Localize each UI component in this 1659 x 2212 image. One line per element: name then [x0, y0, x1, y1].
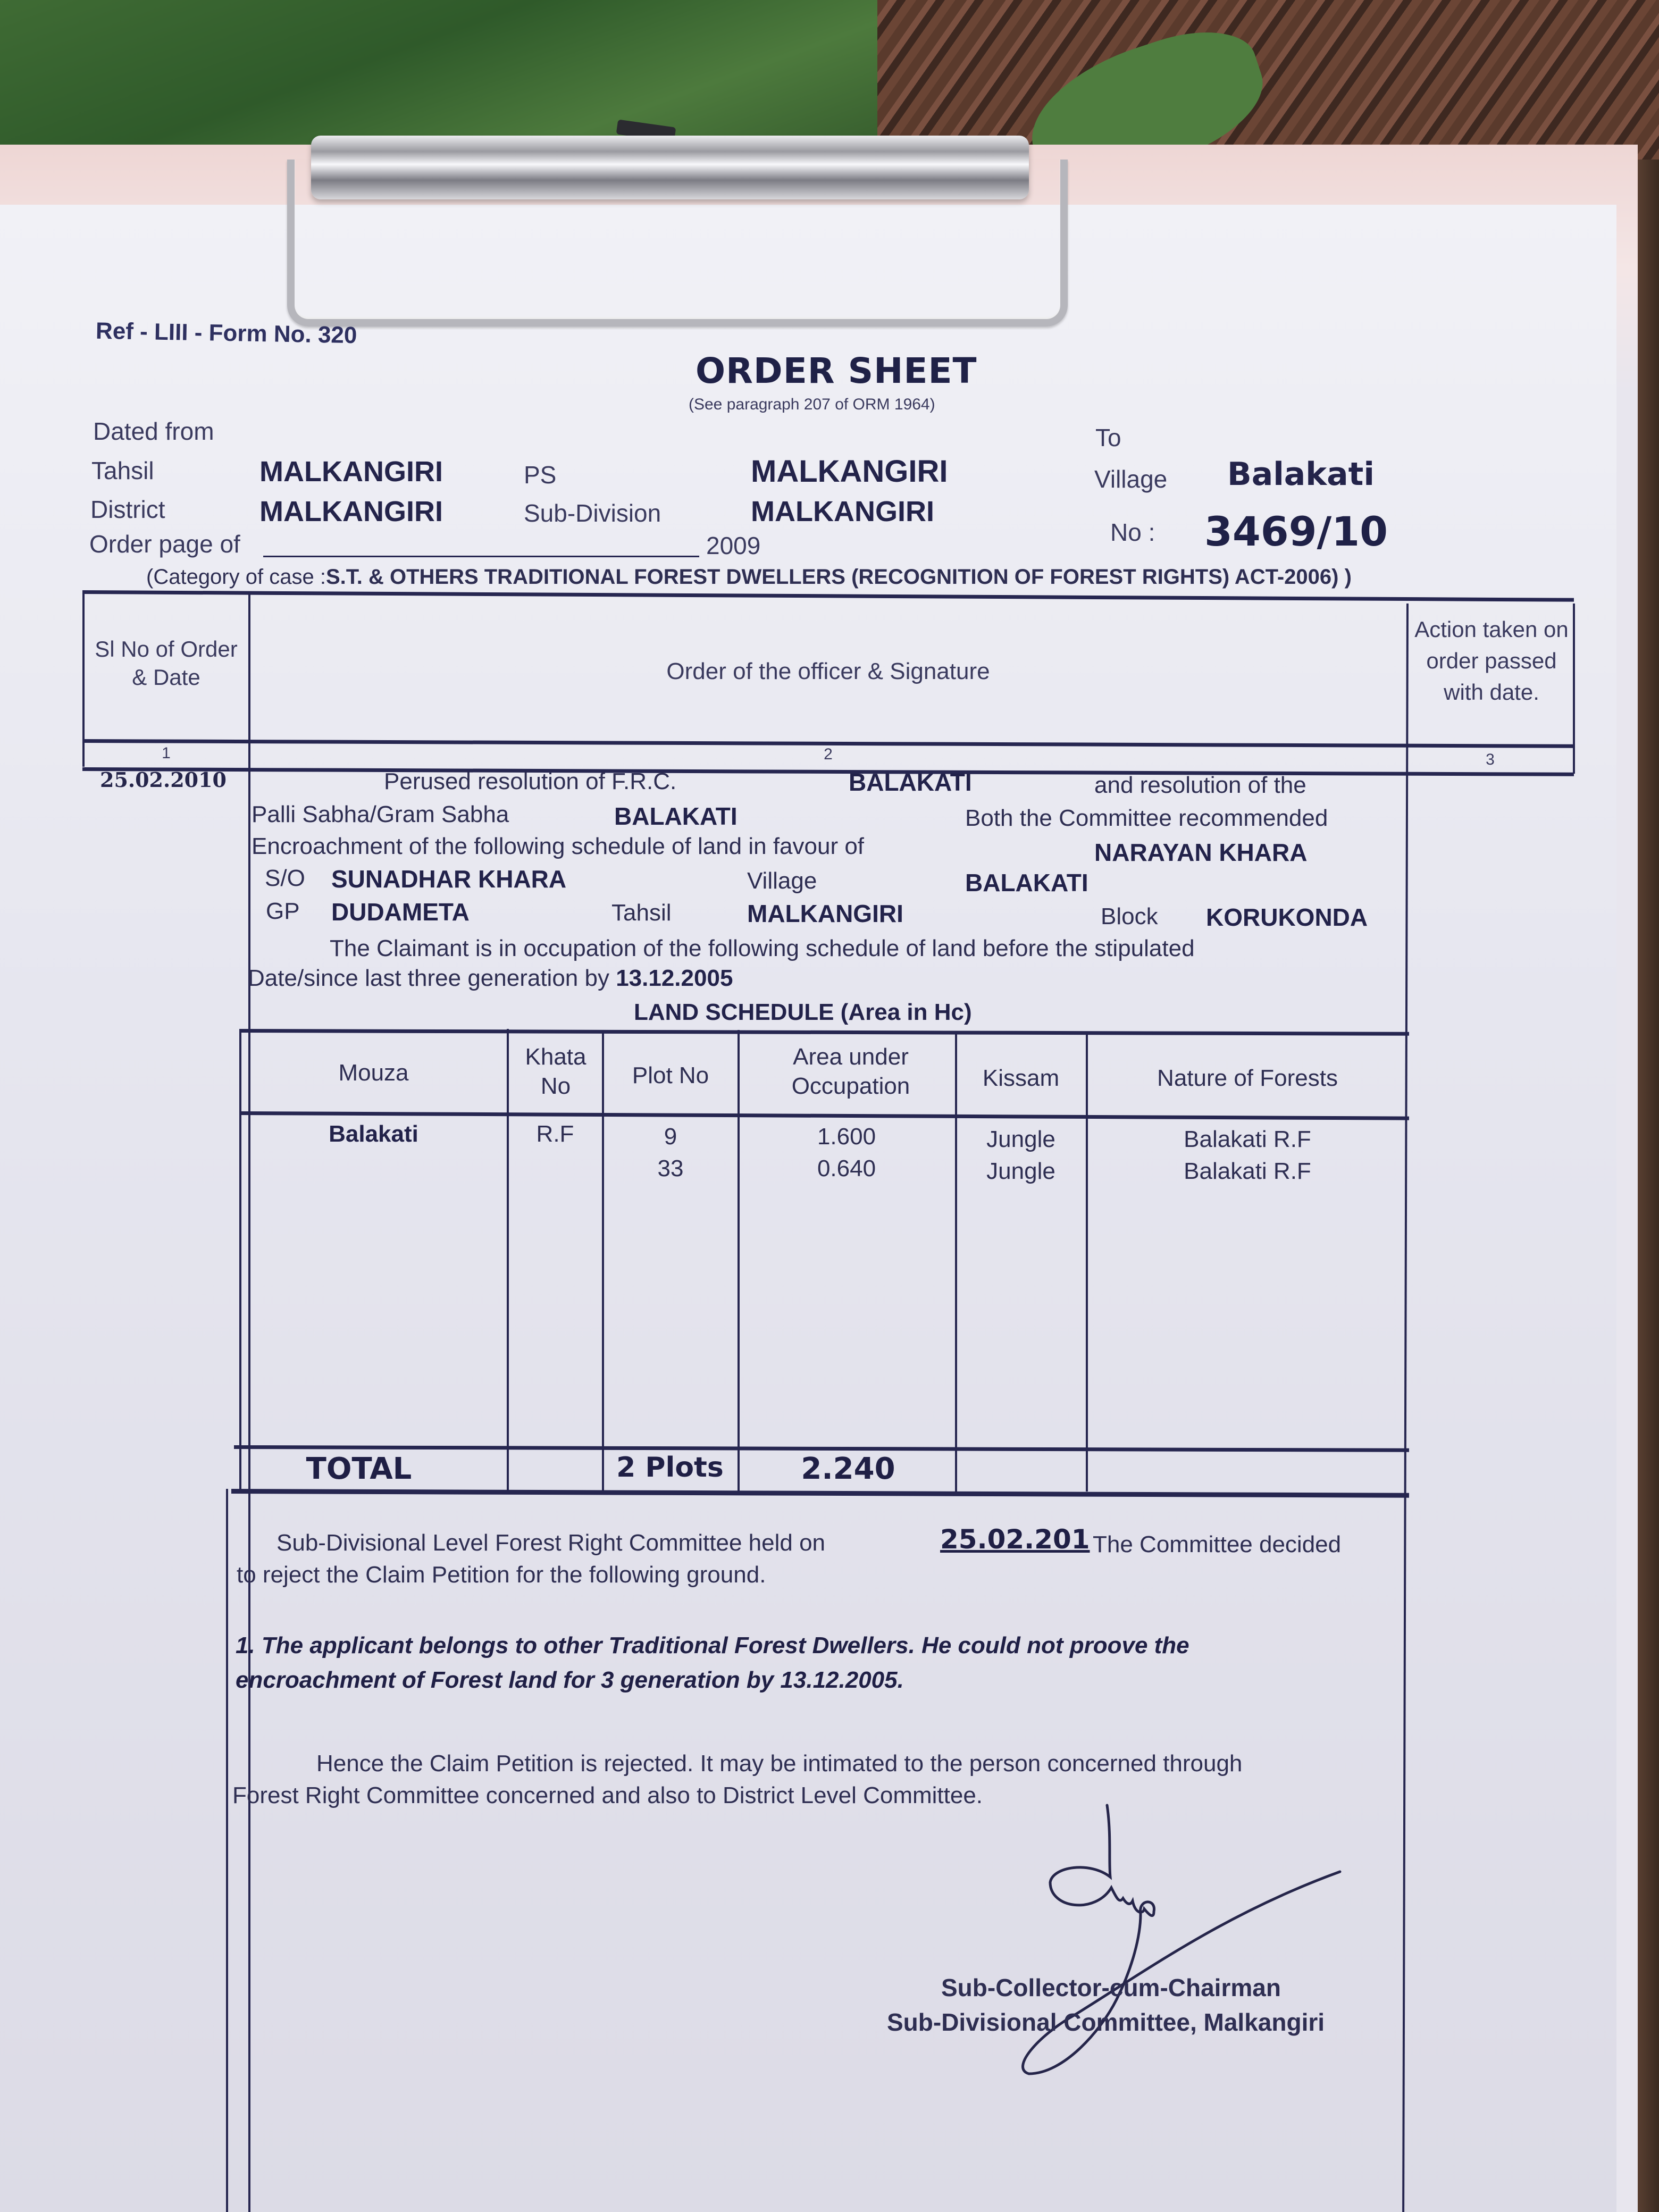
schedule-left-border — [239, 1029, 241, 1492]
dated-from-label: Dated from — [93, 417, 214, 445]
header-order-no-date: Sl No of Order & Date — [95, 636, 238, 690]
block-label: Block — [1101, 903, 1158, 929]
schedule-col-area-kissam — [955, 1032, 957, 1492]
order-line1-text: Perused resolution of F.R.C. — [384, 768, 677, 794]
page-title: ORDER SHEET — [696, 350, 977, 391]
row2-kissam: Jungle — [986, 1158, 1055, 1184]
gp-value: DUDAMETA — [331, 898, 470, 926]
order-line1-tail: and resolution of the — [1094, 772, 1306, 798]
col-header-kissam: Kissam — [982, 1065, 1060, 1091]
no-label: No : — [1110, 518, 1155, 546]
ps-value: MALKANGIRI — [751, 454, 948, 489]
order-line2-text: Palli Sabha/Gram Sabha — [252, 801, 509, 827]
header-order-officer: Order of the officer & Signature — [666, 658, 990, 684]
row1-khata: R.F — [536, 1121, 574, 1147]
village-value-body: BALAKATI — [965, 869, 1088, 896]
col-number-2: 2 — [824, 745, 833, 763]
row2-area: 0.640 — [817, 1155, 876, 1182]
claimant-name: NARAYAN KHARA — [1094, 839, 1308, 866]
clipboard-clip[interactable] — [311, 136, 1029, 199]
col-header-nature: Nature of Forests — [1157, 1065, 1338, 1091]
table-right-border — [1573, 604, 1575, 774]
so-label: S/O — [265, 865, 305, 891]
row1-area: 1.600 — [817, 1124, 876, 1150]
decision-para1-tail: The Committee decided — [1093, 1531, 1342, 1557]
form-reference: Ref - LIII - Form No. 320 — [95, 317, 357, 349]
officer-signature — [957, 1755, 1382, 2100]
ps-label: PS — [524, 461, 557, 489]
row1-kissam: Jungle — [986, 1126, 1055, 1152]
row1-plot: 9 — [664, 1124, 677, 1150]
schedule-col-plot-area — [738, 1030, 740, 1492]
land-schedule-title: LAND SCHEDULE (Area in Hc) — [634, 999, 972, 1025]
occupation-statement: The Claimant is in occupation of the following schedule of land before the stipulated — [330, 935, 1195, 961]
schedule-col-khata-plot — [602, 1030, 604, 1492]
total-plots: 2 Plots — [616, 1452, 724, 1484]
tahsil-label-body: Tahsil — [611, 900, 672, 926]
order-line3-text: Encroachment of the following schedule of land in favour of — [252, 833, 865, 859]
case-number: 3469/10 — [1204, 508, 1388, 555]
block-value: KORUKONDA — [1206, 903, 1368, 931]
row2-plot: 33 — [657, 1155, 684, 1182]
decision-para2-line1: Hence the Claim Petition is rejected. It may be intimated to the person concerned through — [316, 1750, 1243, 1777]
order-page-year: 2009 — [706, 532, 761, 559]
father-name: SUNADHAR KHARA — [331, 865, 567, 893]
district-value: MALKANGIRI — [259, 496, 443, 527]
frc-name: BALAKATI — [849, 768, 972, 796]
col-number-1: 1 — [162, 744, 171, 762]
order-line2-tail: Both the Committee recommended — [965, 805, 1328, 831]
case-category — [146, 566, 1352, 588]
stipulated-date-text — [248, 967, 733, 990]
order-date: 25.02.2010 — [100, 768, 227, 792]
tahsil-label: Tahsil — [91, 457, 154, 484]
subdivision-label: Sub-Division — [524, 499, 661, 527]
rejection-ground-line2: encroachment of Forest land for 3 generation by 13.12.2005. — [236, 1667, 904, 1693]
case-category-value: S.T. & OTHERS TRADITIONAL FOREST DWELLERS (RECOGNITION OF FOREST RIGHTS) ACT-2006) ) — [325, 565, 1352, 589]
order-page-label: Order page of — [89, 530, 240, 558]
tahsil-value-body: MALKANGIRI — [747, 900, 903, 927]
col-number-3: 3 — [1486, 751, 1495, 768]
row2-nature: Balakati R.F — [1184, 1158, 1311, 1184]
gp-label: GP — [266, 898, 300, 924]
case-category-label: (Category of case : — [146, 565, 326, 589]
decision-para1-text: Sub-Divisional Level Forest Right Committee held on — [276, 1530, 826, 1556]
schedule-col-mouza-khata — [507, 1029, 509, 1492]
to-label: To — [1095, 424, 1121, 451]
rejection-ground-line1: 1. The applicant belongs to other Traditional Forest Dwellers. He could not proove the — [236, 1632, 1189, 1658]
signatory-designation: Sub-Collector-cum-Chairman — [941, 1974, 1281, 2001]
frame-left-border — [226, 1489, 228, 2212]
tahsil-value: MALKANGIRI — [259, 456, 443, 488]
stipulated-date: 13.12.2005 — [616, 965, 733, 991]
stipulated-date-label: Date/since last three generation by — [248, 965, 609, 991]
village-label-body: Village — [747, 868, 817, 894]
district-label: District — [90, 496, 165, 523]
col-header-area: Area under Occupation — [791, 1044, 910, 1099]
row1-mouza: Balakati — [329, 1121, 418, 1147]
page-subtitle: (See paragraph 207 of ORM 1964) — [689, 396, 935, 413]
decision-para2-line2: Forest Right Committee concerned and also to District Level Committee. — [232, 1782, 983, 1808]
decision-para1-line2: to reject the Claim Petition for the following ground. — [237, 1562, 766, 1588]
total-label: TOTAL — [306, 1452, 412, 1486]
schedule-col-kissam-nature — [1086, 1033, 1088, 1492]
col-header-plot: Plot No — [632, 1062, 709, 1088]
row1-nature: Balakati R.F — [1184, 1126, 1311, 1152]
col-header-mouza: Mouza — [338, 1060, 409, 1086]
signatory-committee: Sub-Divisional Committee, Malkangiri — [887, 2008, 1325, 2036]
col1-divider — [248, 593, 250, 2212]
col-header-khata: Khata No — [525, 1044, 586, 1099]
village-label: Village — [1094, 465, 1168, 493]
gram-sabha-name: BALAKATI — [614, 802, 738, 830]
order-page-blank-line — [263, 556, 699, 557]
total-area: 2.240 — [801, 1452, 895, 1486]
subdivision-value: MALKANGIRI — [751, 496, 934, 527]
village-value: Balakati — [1227, 456, 1375, 493]
committee-date: 25.02.201 — [940, 1524, 1090, 1555]
header-action-taken: Action taken on order passed with date. — [1414, 617, 1569, 705]
